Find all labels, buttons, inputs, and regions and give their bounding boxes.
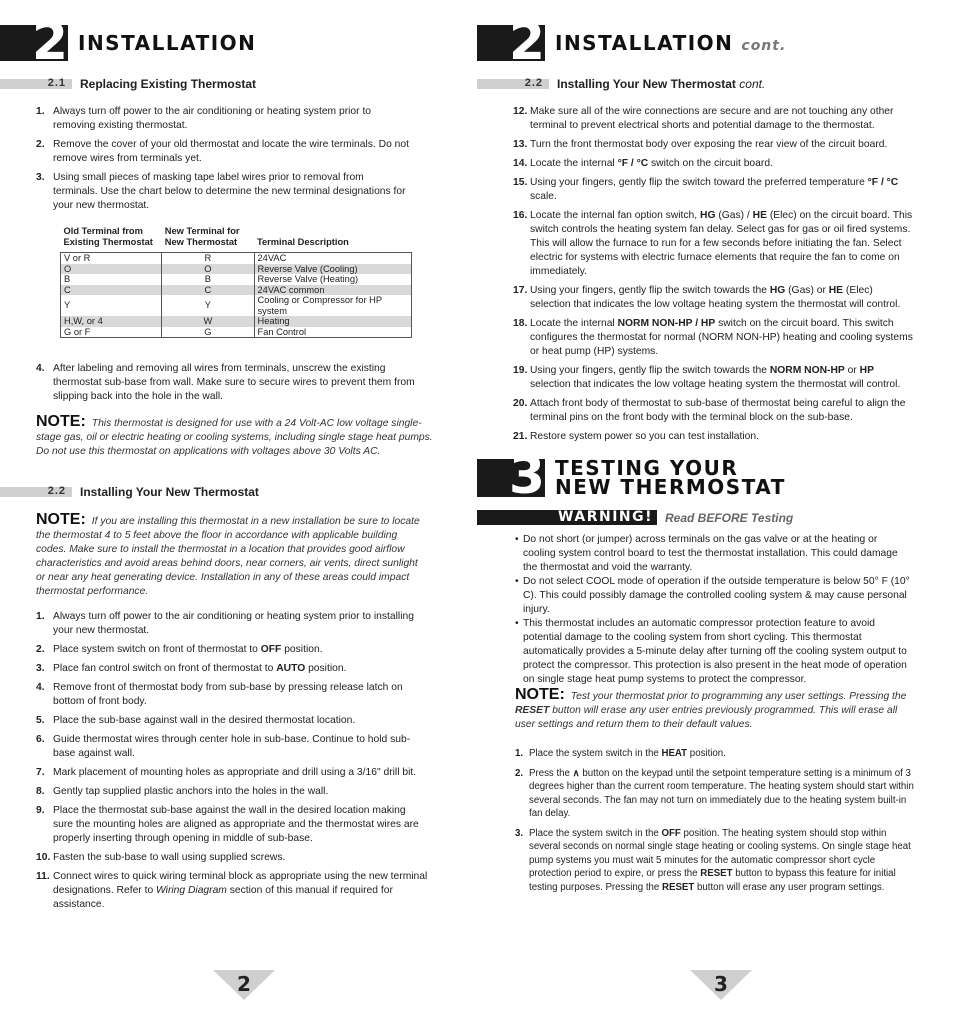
table-cell: 24VAC (254, 253, 411, 264)
table-cell: Cooling or Compressor for HP system (254, 295, 411, 316)
step-item (515, 827, 917, 895)
step-text: Using small pieces of masking tape label wires prior to removal from terminals. Use the chart below to determine the new terminal designations for your new thermostat. (53, 172, 406, 211)
step-item (513, 430, 913, 444)
table-cell: O (61, 264, 162, 275)
step-item (513, 284, 913, 312)
bullet-item: • Do not select COOL mode of operation if the outside temperature is below 50° F (10° C). This could possibly damage the controlled cooling system & may cause personal injury. (515, 575, 910, 617)
step-text: Using your fingers, gently flip the switch towards the HG (Gas) or HE (Elec) selection that indicates the low voltage heating system the thermostat will control. (530, 285, 901, 310)
step-number: 20. (513, 398, 528, 409)
step-text: Using your fingers, gently flip the switch toward the preferred temperature °F / °C scale. (530, 177, 899, 202)
step-item (36, 662, 428, 676)
step-text: Locate the internal fan option switch, HG (Gas) / HE (Elec) on the circuit board. This switch controls the heating system fan delay. Select gas for gas or oil fired systems. This will allow the furnace to run for a few seconds before initiating the fan. Select electric for systems with electric furnace elements that require the fan to come on immediately. (530, 210, 913, 277)
note-label: NOTE: (36, 511, 86, 528)
step-text: Remove front of thermostat body from sub-base by pressing release latch on bottom of front body. (53, 682, 403, 707)
step-item (36, 714, 428, 728)
step-number: 12. (513, 106, 528, 117)
section-number: 2 (31, 12, 66, 72)
step-number: 1. (515, 748, 524, 759)
table-cell: Reverse Valve (Cooling) (254, 264, 411, 275)
table-cell: C (162, 285, 254, 296)
step-item (513, 209, 913, 279)
table-cell: B (61, 274, 162, 285)
table-row (61, 295, 412, 316)
page-number (213, 970, 275, 1000)
subsection-bar (0, 487, 72, 497)
step-number: 4. (36, 682, 45, 693)
section-heading (0, 12, 257, 72)
step-item (36, 643, 428, 657)
step-number: 14. (513, 158, 528, 169)
step-text: Attach front body of thermostat to sub-base of thermostat being careful to align the terminal pins on the front body with the terminal block on the sub-base. (530, 398, 906, 423)
section-number-block (477, 446, 545, 506)
step-text: Place the sub-base against wall in the desired thermostat location. (53, 715, 356, 726)
section-number-block (0, 12, 68, 72)
table-cell: Reverse Valve (Heating) (254, 274, 411, 285)
page-number-text: 2 (237, 972, 251, 996)
table-cell: H,W, or 4 (61, 316, 162, 327)
step-text: Always turn off power to the air conditioning or heating system prior to removing existing thermostat. (53, 106, 372, 131)
step-number: 17. (513, 285, 528, 296)
step-text: Mark placement of mounting holes as appropriate and drill using a 3/16" drill bit. (53, 767, 417, 778)
step-number: 11. (36, 871, 50, 882)
table-cell: G or F (61, 327, 162, 338)
page-number-text: 3 (714, 972, 728, 996)
step-item (36, 785, 428, 799)
step-number: 9. (36, 805, 45, 816)
step-text: Make sure all of the wire connections are secure and are not touching any other terminal to prevent electrical shorts and potential damage to the thermostat. (530, 106, 894, 131)
step-item (36, 362, 426, 404)
warning-label: WARNING! (477, 510, 657, 525)
table-cell: V or R (61, 253, 162, 264)
step-number: 2. (36, 644, 45, 655)
section-heading (477, 446, 786, 506)
step-number: 4. (36, 363, 45, 374)
note-voltage (36, 415, 436, 459)
step-item (36, 681, 428, 709)
subsection-heading (0, 486, 259, 498)
step-item (513, 157, 913, 171)
cont-label: cont. (741, 38, 787, 54)
step-number: 16. (513, 210, 528, 221)
step-number: 2. (515, 767, 524, 779)
table-cell: Y (162, 295, 254, 316)
page-number (690, 970, 752, 1000)
step-item (36, 610, 428, 638)
step-text: Restore system power so you can test installation. (530, 431, 759, 442)
table-cell: 24VAC common (254, 285, 411, 296)
step-number: 3. (515, 827, 524, 839)
note-location (36, 513, 426, 599)
subsection-heading (0, 78, 256, 90)
table-cell: R (162, 253, 254, 264)
note-label: NOTE: (36, 413, 86, 430)
step-text: Locate the internal °F / °C switch on the circuit board. (530, 158, 773, 169)
step-item (36, 766, 428, 780)
step-text: Place the system switch in the OFF position. The heating system should stop within several seconds on normal single stage heating or cooling systems. On single stage heat pump systems you must wait 5 minutes for the automatic compressor short cycle protection period to expire, or press the RESET button to bypass this feature for initial testing purposes. Pressing the RESET button will erase any user program settings. (529, 827, 911, 893)
right-page (477, 0, 954, 1018)
step-text: Place the thermostat sub-base against the wall in the desired location making sure the mounting holes are aligned as appropriate and the thermostat wires are properly inserting through opening in middle of sub-base. (53, 805, 419, 844)
bullet-item: • Do not short (or jumper) across terminals on the gas valve or at the heating or cooling system control board to test the thermostat installation. This could damage the thermostat and void the warranty. (515, 533, 910, 575)
subsection-bar (0, 79, 72, 89)
step-number: 2. (36, 139, 45, 150)
note-text: This thermostat is designed for use with a 24 Volt-AC low voltage single-stage gas, oil or electric heating or cooling systems, including single stage heat pumps. Do not use this thermostat on applications with voltages above 30 Volts AC. (36, 418, 433, 457)
step-item (36, 138, 411, 166)
step-item (36, 804, 428, 846)
step-item (513, 317, 913, 359)
table-row (61, 285, 412, 296)
subsection-title: Replacing Existing Thermostat (80, 77, 257, 91)
step-text: Place system switch on front of thermostat to OFF position. (53, 644, 323, 655)
subsection-number: 2.1 (47, 77, 66, 89)
table-row (61, 316, 412, 327)
step-number: 7. (36, 767, 45, 778)
subsection-title: Installing Your New Thermostat (80, 485, 259, 499)
table-cell: Fan Control (254, 327, 411, 338)
section-title: INSTALLATION cont. (555, 31, 787, 55)
step-item (36, 870, 428, 912)
warning-banner (477, 510, 793, 525)
test-steps-list (515, 747, 917, 900)
table-cell: Heating (254, 316, 411, 327)
table-cell: Y (61, 295, 162, 316)
section-number: 3 (508, 446, 543, 506)
step-number: 1. (36, 611, 45, 622)
step-text: Turn the front thermostat body over exposing the rear view of the circuit board. (530, 139, 888, 150)
replace-step-4 (36, 362, 426, 409)
step-item (513, 397, 913, 425)
step-text: Guide thermostat wires through center hole in sub-base. Continue to hold sub-base against wall. (53, 734, 411, 759)
table-header: Terminal Description (257, 237, 349, 247)
table-row (61, 253, 412, 264)
step-item (513, 138, 913, 152)
table-header: Old Terminal from Existing Thermostat (63, 226, 153, 247)
step-text: Press the ∧ button on the keypad until the setpoint temperature setting is a minimum of 3 degrees higher than the current room temperature. The heating system should start within several seconds. The fan may not turn on immediately due to the heating system built-in fan delay. (529, 767, 914, 819)
note-reset (515, 688, 915, 732)
section-number-block (477, 12, 545, 72)
section-number: 2 (508, 12, 543, 72)
step-item (513, 176, 913, 204)
install-steps-cont-list (513, 105, 913, 449)
step-text: Connect wires to quick wiring terminal block as appropriate using the new terminal designations. Refer to Wiring Diagram section of this manual if required for assistance. (53, 871, 428, 910)
step-item (36, 105, 411, 133)
step-item (36, 171, 411, 213)
step-item (513, 105, 913, 133)
table-row (61, 327, 412, 338)
table-header: New Terminal for New Thermostat (164, 226, 240, 247)
warning-subtitle: Read BEFORE Testing (665, 510, 794, 525)
step-number: 3. (36, 172, 45, 183)
table-cell: B (162, 274, 254, 285)
terminal-chart (60, 226, 412, 338)
install-steps-list (36, 610, 428, 917)
subsection-title: Installing Your New Thermostat cont. (557, 77, 766, 91)
step-item (36, 851, 428, 865)
section-title: TESTING YOUR NEW THERMOSTAT (555, 456, 786, 499)
step-text: Gently tap supplied plastic anchors into the holes in the wall. (53, 786, 329, 797)
step-text: Locate the internal NORM NON-HP / HP switch on the circuit board. This switch configures the thermostat for normal (NORM NON-HP) heating and cooling systems or heat pump (HP) systems. (530, 318, 913, 357)
step-text: After labeling and removing all wires from terminals, unscrew the existing thermostat sub-base from wall. Make sure to secure wires to prevent them from slipping back into the hole in the wall. (53, 363, 415, 402)
step-text: Using your fingers, gently flip the switch towards the NORM NON-HP or HP selection that indicates the low voltage heating system the thermostat will control. (530, 365, 901, 390)
section-title: INSTALLATION (78, 31, 257, 55)
subsection-number: 2.2 (524, 77, 543, 89)
section-heading (477, 12, 787, 72)
step-item (515, 747, 917, 761)
step-text: Fasten the sub-base to wall using supplied screws. (53, 852, 286, 863)
step-number: 1. (36, 106, 45, 117)
table-cell: C (61, 285, 162, 296)
step-number: 21. (513, 431, 528, 442)
step-number: 8. (36, 786, 45, 797)
subsection-heading (477, 78, 765, 90)
subsection-bar (477, 79, 549, 89)
table-cell: G (162, 327, 254, 338)
step-text: Place the system switch in the HEAT position. (529, 748, 726, 759)
table-cell: W (162, 316, 254, 327)
step-number: 6. (36, 734, 45, 745)
replace-steps-list (36, 105, 411, 218)
step-text: Place fan control switch on front of thermostat to AUTO position. (53, 663, 347, 674)
warning-bullets (515, 533, 910, 687)
step-number: 10. (36, 852, 51, 863)
bullet-item: • This thermostat includes an automatic compressor protection feature to avoid potential damage to the cooling system from short cycling. This thermostat automatically provides a 5-minute delay after turning off the cooling system output to protect the compressor. This protection is also present in the heat mode of operation on single stage heat pump systems to protect the compressor. (515, 617, 910, 687)
step-text: Remove the cover of your old thermostat and locate the wire terminals. Do not remove wires from terminals yet. (53, 139, 409, 164)
step-item (36, 733, 428, 761)
subsection-number: 2.2 (47, 485, 66, 497)
step-text: Always turn off power to the air conditioning or heating system prior to installing your new thermostat. (53, 611, 414, 636)
note-label: NOTE: (515, 686, 565, 703)
table-row (61, 274, 412, 285)
step-number: 18. (513, 318, 528, 329)
note-text: Test your thermostat prior to programming any user settings. Pressing the RESET button will erase any user entries previously programmed. This will erase all user settings and return them to their default values. (515, 691, 907, 730)
step-item (515, 767, 917, 821)
note-text: If you are installing this thermostat in a new installation be sure to locate the thermostat 4 to 5 feet above the floor in accordance with applicable building codes. Make sure to install the thermostat in a location that provides good airflow characteristics and avoid areas behind doors, near corners, air vents, direct sunlight or near any heat generating device. Installation in any of these areas could impact thermostat performance. (36, 516, 420, 597)
table-row (61, 264, 412, 275)
step-number: 15. (513, 177, 528, 188)
step-item (513, 364, 913, 392)
step-number: 19. (513, 365, 528, 376)
step-number: 5. (36, 715, 45, 726)
step-number: 13. (513, 139, 528, 150)
step-number: 3. (36, 663, 45, 674)
table-cell: O (162, 264, 254, 275)
